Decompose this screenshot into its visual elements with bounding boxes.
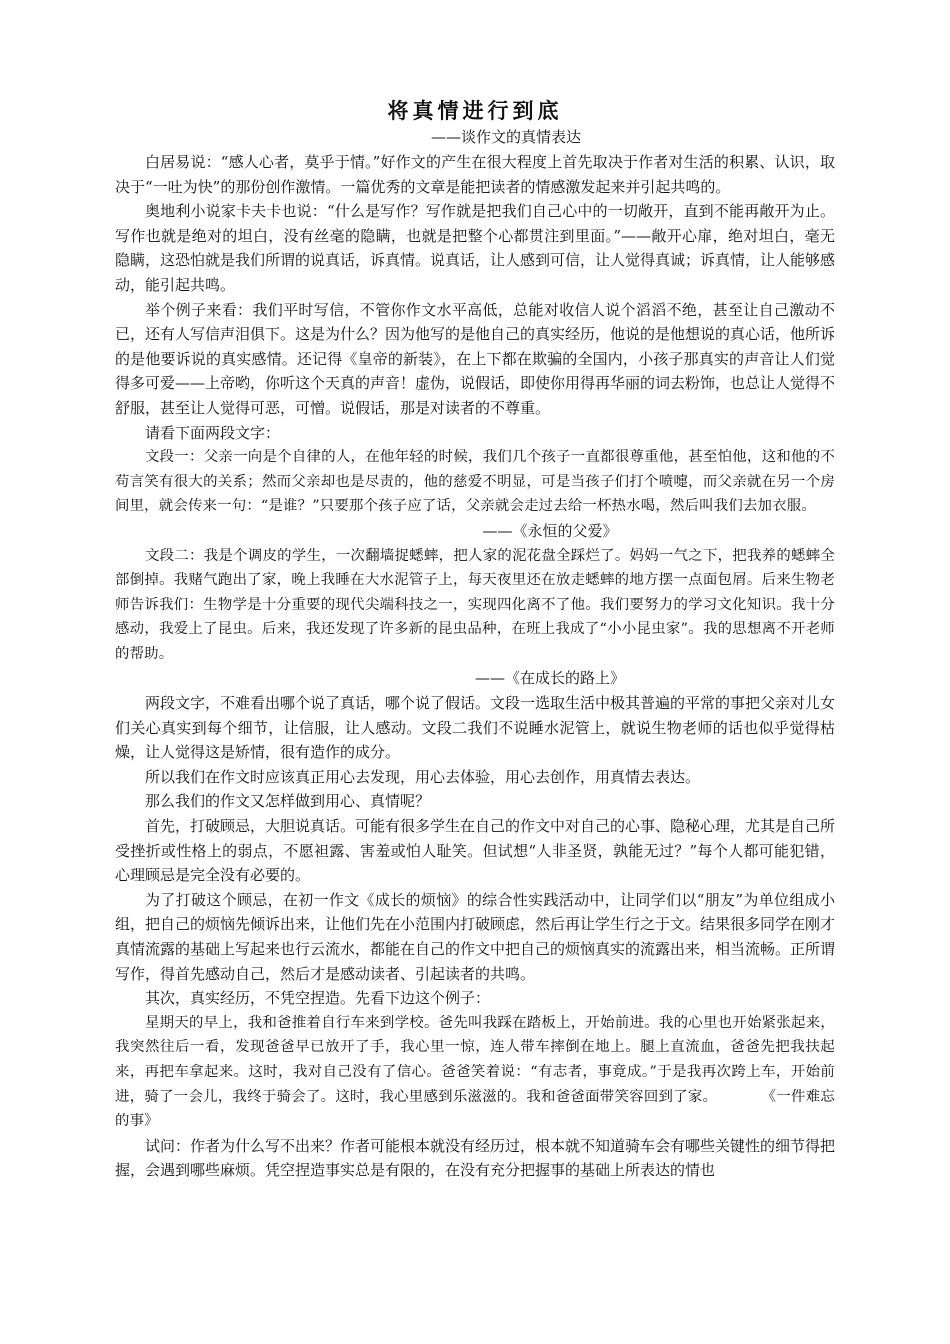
paragraph-question: 那么我们的作文又怎样做到用心、真情呢？ — [145, 792, 431, 811]
excerpt-two-source: ——《在成长的路上》 — [474, 669, 625, 688]
paragraph-bai-juyi: 白居易说：“感人心者，莫乎于情。”好作文的产生在很大程度上首先取决于作者对生活的积累、认识，取决于“一吐为快”的那份创作激情。一篇优秀的文章是能把读者的情感激发起来并引起共鸣的。 — [115, 153, 835, 196]
paragraph-conclusion: 所以我们在作文时应该真正用心去发现，用心去体验，用心去创作，用真情去表达。 — [145, 767, 701, 786]
excerpt-bike-story: 星期天的早上，我和爸推着自行车来到学校。爸先叫我踩在踏板上，开始前进。我的心里也开始紧张起来，我突然往后一看，发现爸爸早已放开了手，我心里一惊，连人带车摔倒在地上。腿上直流血，爸爸先把我扶起来，再把车拿起来。这时，我对自己没有了信心。爸爸笑着说：“有志者，事竟成。”于是我再次跨上车，开始前进，骑了一会儿，我终于骑会了。这时，我心里感到乐滋滋的。我和爸爸面带笑容回到了家。 《一件难忘的事》 — [115, 1014, 835, 1130]
page-title: 将真情进行到底 — [387, 99, 563, 123]
paragraph-second-point: 其次，真实经历，不凭空捏造。先看下边这个例子： — [145, 989, 491, 1008]
paragraph-first-point: 首先，打破顾忌，大胆说真话。可能有很多学生在自己的作文中对自己的心事、隐秘心理，尤其是自己所受挫折或性格上的弱点，不愿袒露、害羞或怕人耻笑。但试想“人非圣贤，孰能无过？”每个人都可能犯错，心理顾忌是完全没有必要的。 — [115, 817, 836, 885]
page-subtitle: ——谈作文的真情表达 — [430, 128, 581, 146]
paragraph-kafka: 奥地利小说家卡夫卡也说：“什么是写作？写作就是把我们自己心中的一切敞开，直到不能再敞开为止。写作也就是绝对的坦白，没有丝毫的隐瞒，也就是把整个心都贯注到里面。”——敞开心扉，绝对坦白，毫无隐瞒，这恐怕就是我们所谓的说真话，诉真情。说真话，让人感到可信，让人觉得真诚；诉真情，让人能够感动，能引起共鸣。 — [115, 202, 836, 294]
paragraph-analysis: 试问：作者为什么写不出来？作者可能根本就没有经历过，根本就不知道骑车会有哪些关键性的细节得把握，会遇到哪些麻烦。凭空捏造事实总是有限的，在没有充分把握事的基础上所表达的情也 — [115, 1136, 836, 1180]
excerpt-one-source: ——《永恒的父爱》 — [482, 521, 618, 540]
paragraph-comparison: 两段文字，不难看出哪个说了真话，哪个说了假话。文段一选取生活中极其普遍的平常的事把父亲对儿女们关心真实到每个细节，让信服，让人感动。文段二我们不说睡水泥管上，就说生物老师的话也似乎觉得枯燥，让人觉得这是矫情，很有造作的成分。 — [115, 694, 836, 762]
paragraph-intro-excerpts: 请看下面两段文字： — [145, 423, 281, 442]
excerpt-one: 文段一：父亲一向是个自律的人，在他年轻的时候，我们几个孩子一直都很尊重他，甚至怕他，这和他的不苟言笑有很大的关系；然而父亲却也是尽责的，他的慈爱不明显，可是当孩子们打个喷嚏，而父亲就在另一个房间里，就会传来一句：“是谁？”只要那个孩子应了话，父亲就会走过去给一杯热水喝，然后叫我们去加衣服。 — [115, 449, 835, 515]
excerpt-two: 文段二：我是个调皮的学生，一次翻墙捉蟋蟀，把人家的泥花盘全踩烂了。妈妈一气之下，把我养的蟋蟀全部倒掉。我赌气跑出了家，晚上我睡在大水泥管子上，每天夜里还在放走蟋蟀的地方摆一点面包屑。后来生物老师告诉我们：生物学是十分重要的现代尖端科技之一，实现四化离不了他。我们要努力的学习文化知识。我十分感动，我爱上了昆虫。后来，我还发现了许多新的昆虫品种，在班上我成了“小小昆虫家”。我的思想离不开老师的帮助。 — [115, 547, 835, 662]
paragraph-letter-example: 举个例子来看：我们平时写信，不管你作文水平高低，总能对收信人说个滔滔不绝，甚至让自己激动不已，还有人写信声泪俱下。这是为什么？因为他写的是他自己的真实经历，他说的是他想说的真心话，他所诉的是他要诉说的真实感情。还记得《皇帝的新装》，在上下都在欺骗的全国内，小孩子那真实的声音让人们觉得多可爱——上帝哟，你听这个天真的声音！虚伪，说假话，即使你用得再华丽的词去粉饰，也总让人觉得不舒服，甚至让人觉得可恶，可憎。说假话，那是对读者的不尊重。 — [115, 300, 836, 417]
paragraph-activity: 为了打破这个顾忌，在初一作文《成长的烦恼》的综合性实践活动中，让同学们以“朋友”为单位组成小组，把自己的烦恼先倾诉出来，让他们先在小范围内打破顾虑，然后再让学生行之于文。结果很多同学在刚才真情流露的基础上写起来也行云流水，都能在自己的作文中把自己的烦恼真实的流露出来，相当流畅。正所谓写作，得首先感动自己，然后才是感动读者、引起读者的共鸣。 — [115, 890, 836, 983]
